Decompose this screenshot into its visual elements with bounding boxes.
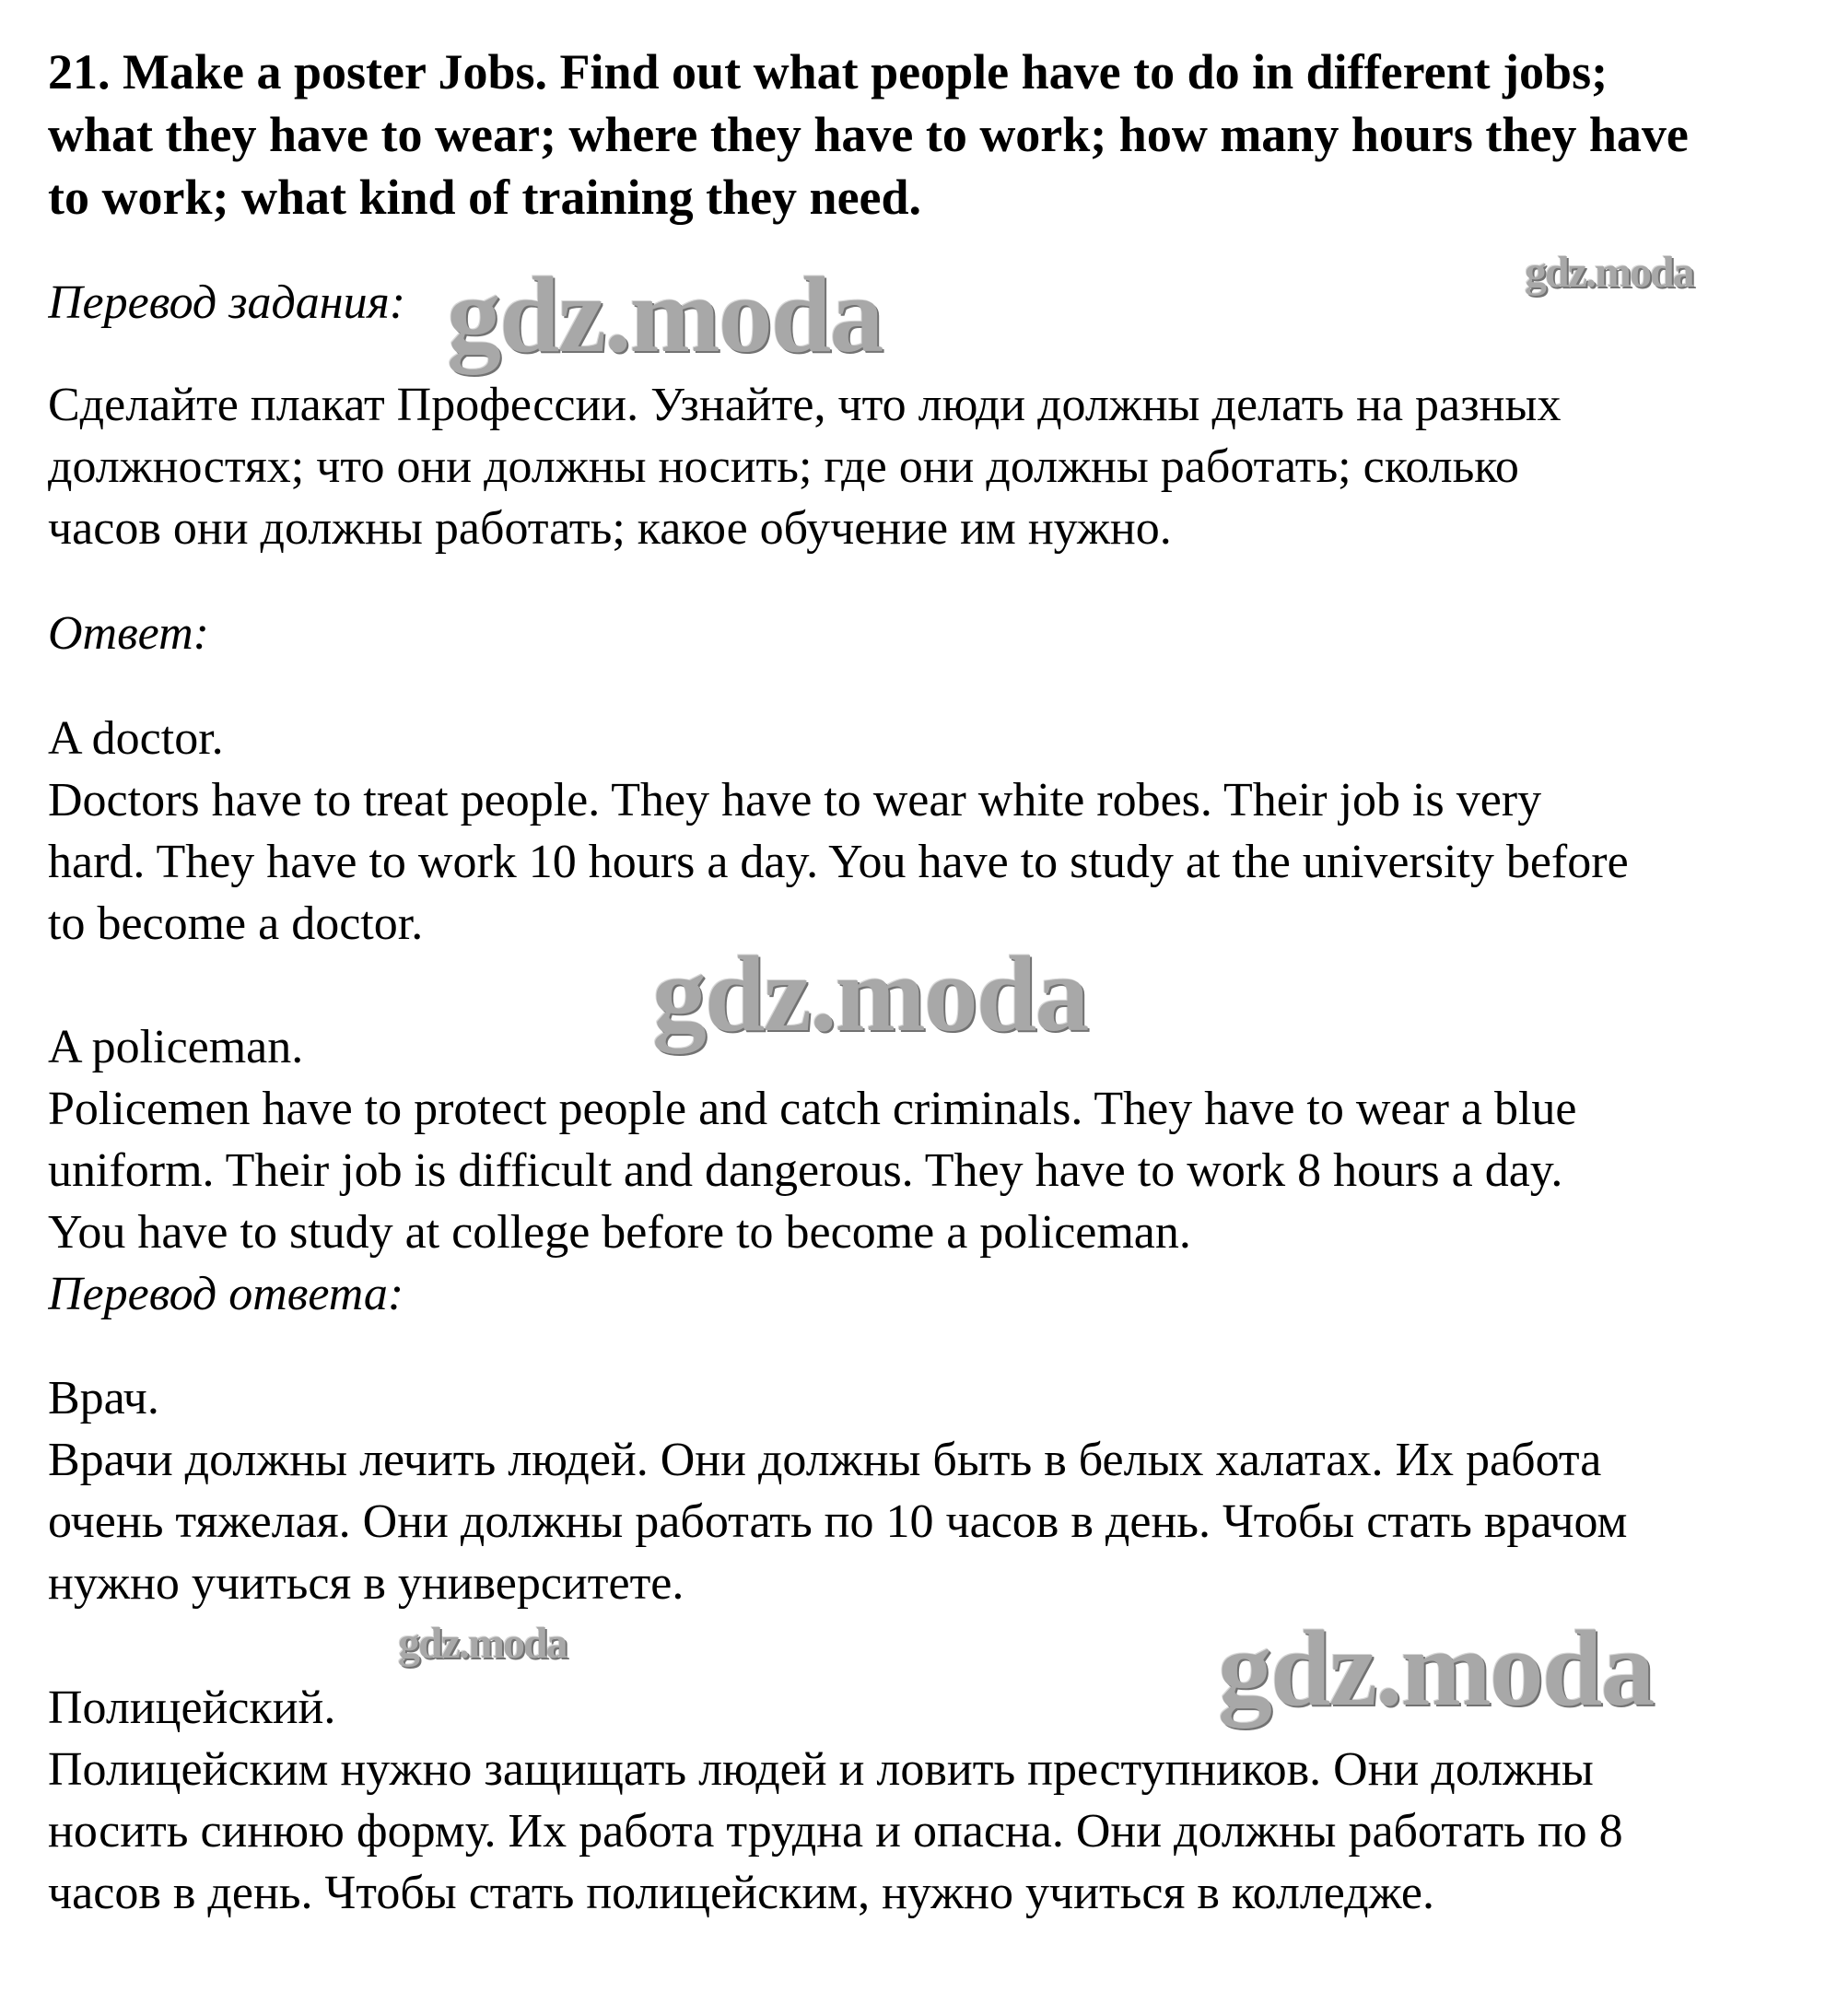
answer-doctor-line: hard. They have to work 10 hours a day. You have to study at the university before [48, 836, 1629, 888]
translation-policeman-heading: Полицейский. [48, 1682, 336, 1734]
answer-doctor-line: to become a doctor. [48, 897, 424, 950]
task-translation-line: должностях; что они должны носить; где они должны работать; сколько [48, 440, 1519, 493]
task-translation-label: Перевод задания: [48, 276, 406, 329]
translation-policeman-line: часов в день. Чтобы стать полицейским, нужно учиться в колледже. [48, 1867, 1434, 1919]
answer-label: Ответ: [48, 607, 209, 660]
answer-doctor-heading: A doctor. [48, 712, 224, 765]
answer-policeman-line: uniform. Their job is difficult and dangerous. They have to work 8 hours a day. [48, 1144, 1563, 1197]
watermark: gdz.moda [1525, 248, 1693, 297]
task-translation-text [48, 374, 1825, 559]
translation-doctor-heading: Врач. [48, 1372, 159, 1424]
task-translation-line: часов они должны работать; какое обучение им нужно. [48, 502, 1172, 555]
answer-policeman-line: Policemen have to protect people and catch criminals. They have to wear a blue [48, 1083, 1577, 1135]
translation-policeman-line: носить синюю форму. Их работа трудна и опасна. Они должны работать по 8 [48, 1805, 1623, 1858]
translation-doctor-line: Врачи должны лечить людей. Они должны быть в белых халатах. Их работа [48, 1434, 1602, 1486]
watermark: gdz.moda [398, 1619, 567, 1668]
translation-doctor-line: нужно учиться в университете. [48, 1557, 684, 1610]
task-title-line: to work; what kind of training they need. [48, 170, 922, 225]
answer-policeman-heading: A policeman. [48, 1021, 304, 1073]
translation-doctor [48, 1367, 1825, 1614]
answer-doctor-line: Doctors have to treat people. They have to wear white robes. Their job is very [48, 774, 1542, 826]
translation-policeman-line: Полицейским нужно защищать людей и ловить преступников. Они должны [48, 1743, 1594, 1796]
task-translation-line: Сделайте плакат Профессии. Узнайте, что люди должны делать на разных [48, 379, 1562, 431]
watermark: gdz.moda [447, 254, 883, 375]
answer-doctor [48, 708, 1825, 955]
task-title-line: 21. Make a poster Jobs. Find out what people have to do in different jobs; [48, 44, 1609, 100]
answer-translation-label: Перевод ответа: [48, 1268, 404, 1320]
watermark: gdz.moda [1218, 1608, 1654, 1729]
task-title [48, 41, 1825, 229]
answer-policeman-line: You have to study at college before to become a policeman. [48, 1206, 1191, 1259]
task-title-line: what they have to wear; where they have to work; how many hours they have [48, 107, 1689, 162]
watermark: gdz.moda [652, 933, 1088, 1054]
translation-doctor-line: очень тяжелая. Они должны работать по 10 часов в день. Чтобы стать врачом [48, 1495, 1628, 1548]
